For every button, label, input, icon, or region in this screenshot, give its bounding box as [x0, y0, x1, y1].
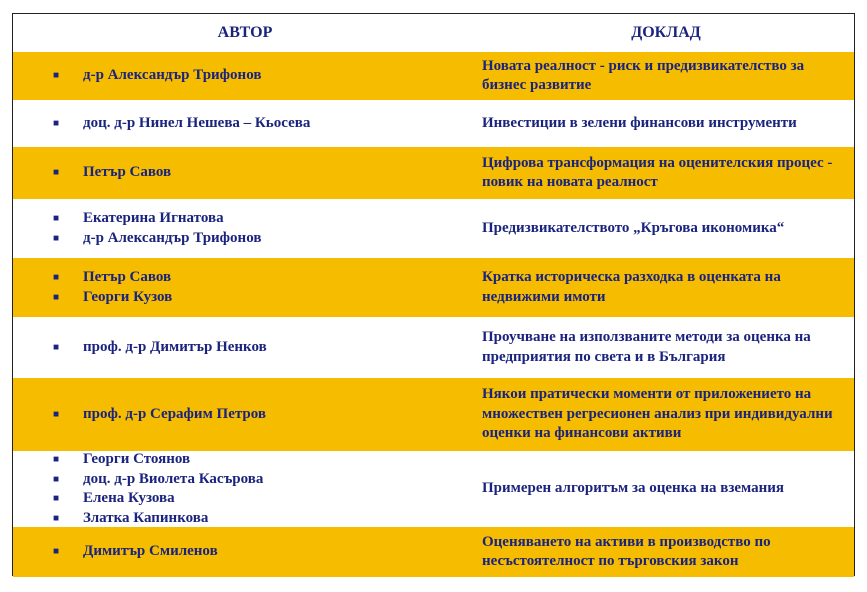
bullet-icon: ■ — [53, 341, 60, 353]
table-row — [13, 100, 854, 147]
report-title — [482, 199, 852, 258]
table-header — [13, 14, 854, 52]
author-cell — [13, 100, 477, 147]
author-cell — [13, 527, 477, 577]
author-name-text: проф. д-р Серафим Петров — [83, 405, 266, 422]
author-name-text: Елена Кузова — [83, 490, 175, 506]
bullet-icon: ■ — [53, 546, 60, 558]
author-name — [13, 405, 477, 425]
report-title-text: Оценяването на активи в производство по несъстоятелност по търговския закон — [482, 533, 771, 569]
report-title — [482, 527, 852, 577]
author-column-header: АВТОР — [217, 24, 273, 41]
author-cell — [13, 378, 477, 451]
author-name-text: Димитър Смиленов — [83, 543, 218, 560]
authors-reports-table — [12, 13, 855, 576]
report-title-text: Примерен алгоритъм за оценка на вземания — [482, 480, 785, 497]
bullet-icon: ■ — [53, 473, 60, 485]
report-column-header: ДОКЛАД — [631, 24, 701, 41]
table-row — [13, 317, 854, 378]
author-cell — [13, 258, 477, 317]
table-row — [13, 451, 854, 527]
report-title-text: Някои пратически моменти от приложението на множествен регресионен анализ при индивидуални оценки на финансови активи — [482, 386, 833, 442]
table-row — [13, 378, 854, 451]
author-cell — [13, 52, 477, 100]
author-cell — [13, 199, 477, 258]
bullet-icon: ■ — [53, 272, 60, 283]
author-name-text: Екатерина Игнатова — [83, 210, 224, 226]
report-title-text: Предизвикателството „Кръгова икономика“ — [482, 219, 785, 236]
report-title — [482, 258, 852, 317]
report-title-text: Кратка историческа разходка в оценката на недвижими имоти — [482, 269, 781, 305]
bullet-icon: ■ — [53, 117, 60, 129]
author-name — [13, 489, 477, 509]
author-cell — [13, 317, 477, 378]
author-name — [13, 268, 477, 288]
report-title — [482, 52, 852, 100]
bullet-icon: ■ — [53, 232, 60, 244]
author-name — [13, 288, 477, 308]
bullet-icon: ■ — [53, 291, 60, 303]
report-title-text: Новата реалност - риск и предизвикателство за бизнес развитие — [482, 57, 805, 93]
author-name — [13, 229, 477, 249]
table-row — [13, 52, 854, 100]
author-name — [13, 66, 477, 86]
bullet-icon: ■ — [53, 454, 60, 465]
table-row — [13, 147, 854, 199]
bullet-icon: ■ — [53, 408, 60, 420]
bullet-icon: ■ — [53, 493, 60, 504]
author-name-text: проф. д-р Димитър Ненков — [83, 338, 267, 355]
report-title — [482, 317, 852, 378]
report-title — [482, 451, 852, 527]
author-cell — [13, 147, 477, 199]
author-name — [13, 450, 477, 470]
author-name — [13, 209, 477, 229]
table-row — [13, 199, 854, 258]
author-name-text: доц. д-р Виолета Касърова — [83, 470, 264, 487]
bullet-icon: ■ — [53, 512, 60, 524]
author-name — [13, 470, 477, 490]
bullet-icon: ■ — [53, 213, 60, 224]
report-title — [482, 147, 852, 199]
table-row — [13, 527, 854, 577]
report-title — [482, 378, 852, 451]
author-name-text: д-р Александър Трифонов — [83, 67, 262, 84]
report-title-text: Проучване на използваните методи за оценка на предприятия по света и в България — [482, 329, 811, 365]
report-title — [482, 100, 852, 147]
author-name — [13, 338, 477, 358]
author-name-text: Петър Савов — [83, 269, 172, 285]
bullet-icon: ■ — [53, 167, 60, 179]
author-name — [13, 114, 477, 134]
author-name-text: доц. д-р Нинел Нешева – Кьосева — [83, 114, 311, 131]
author-name-text: Георги Кузов — [83, 288, 173, 305]
author-name-text: д-р Александър Трифонов — [83, 229, 262, 246]
author-name-text: Златка Капинкова — [83, 509, 209, 526]
author-name — [13, 509, 477, 529]
author-name — [13, 542, 477, 562]
author-name-text: Петър Савов — [83, 164, 172, 181]
table-row — [13, 258, 854, 317]
author-cell — [13, 451, 477, 527]
bullet-icon: ■ — [53, 70, 60, 82]
report-title-text: Инвестиции в зелени финансови инструменти — [482, 114, 797, 131]
report-title-text: Цифрова трансформация на оценителския процес - повик на новата реалност — [482, 154, 833, 190]
author-name-text: Георги Стоянов — [83, 451, 191, 467]
author-name — [13, 163, 477, 183]
